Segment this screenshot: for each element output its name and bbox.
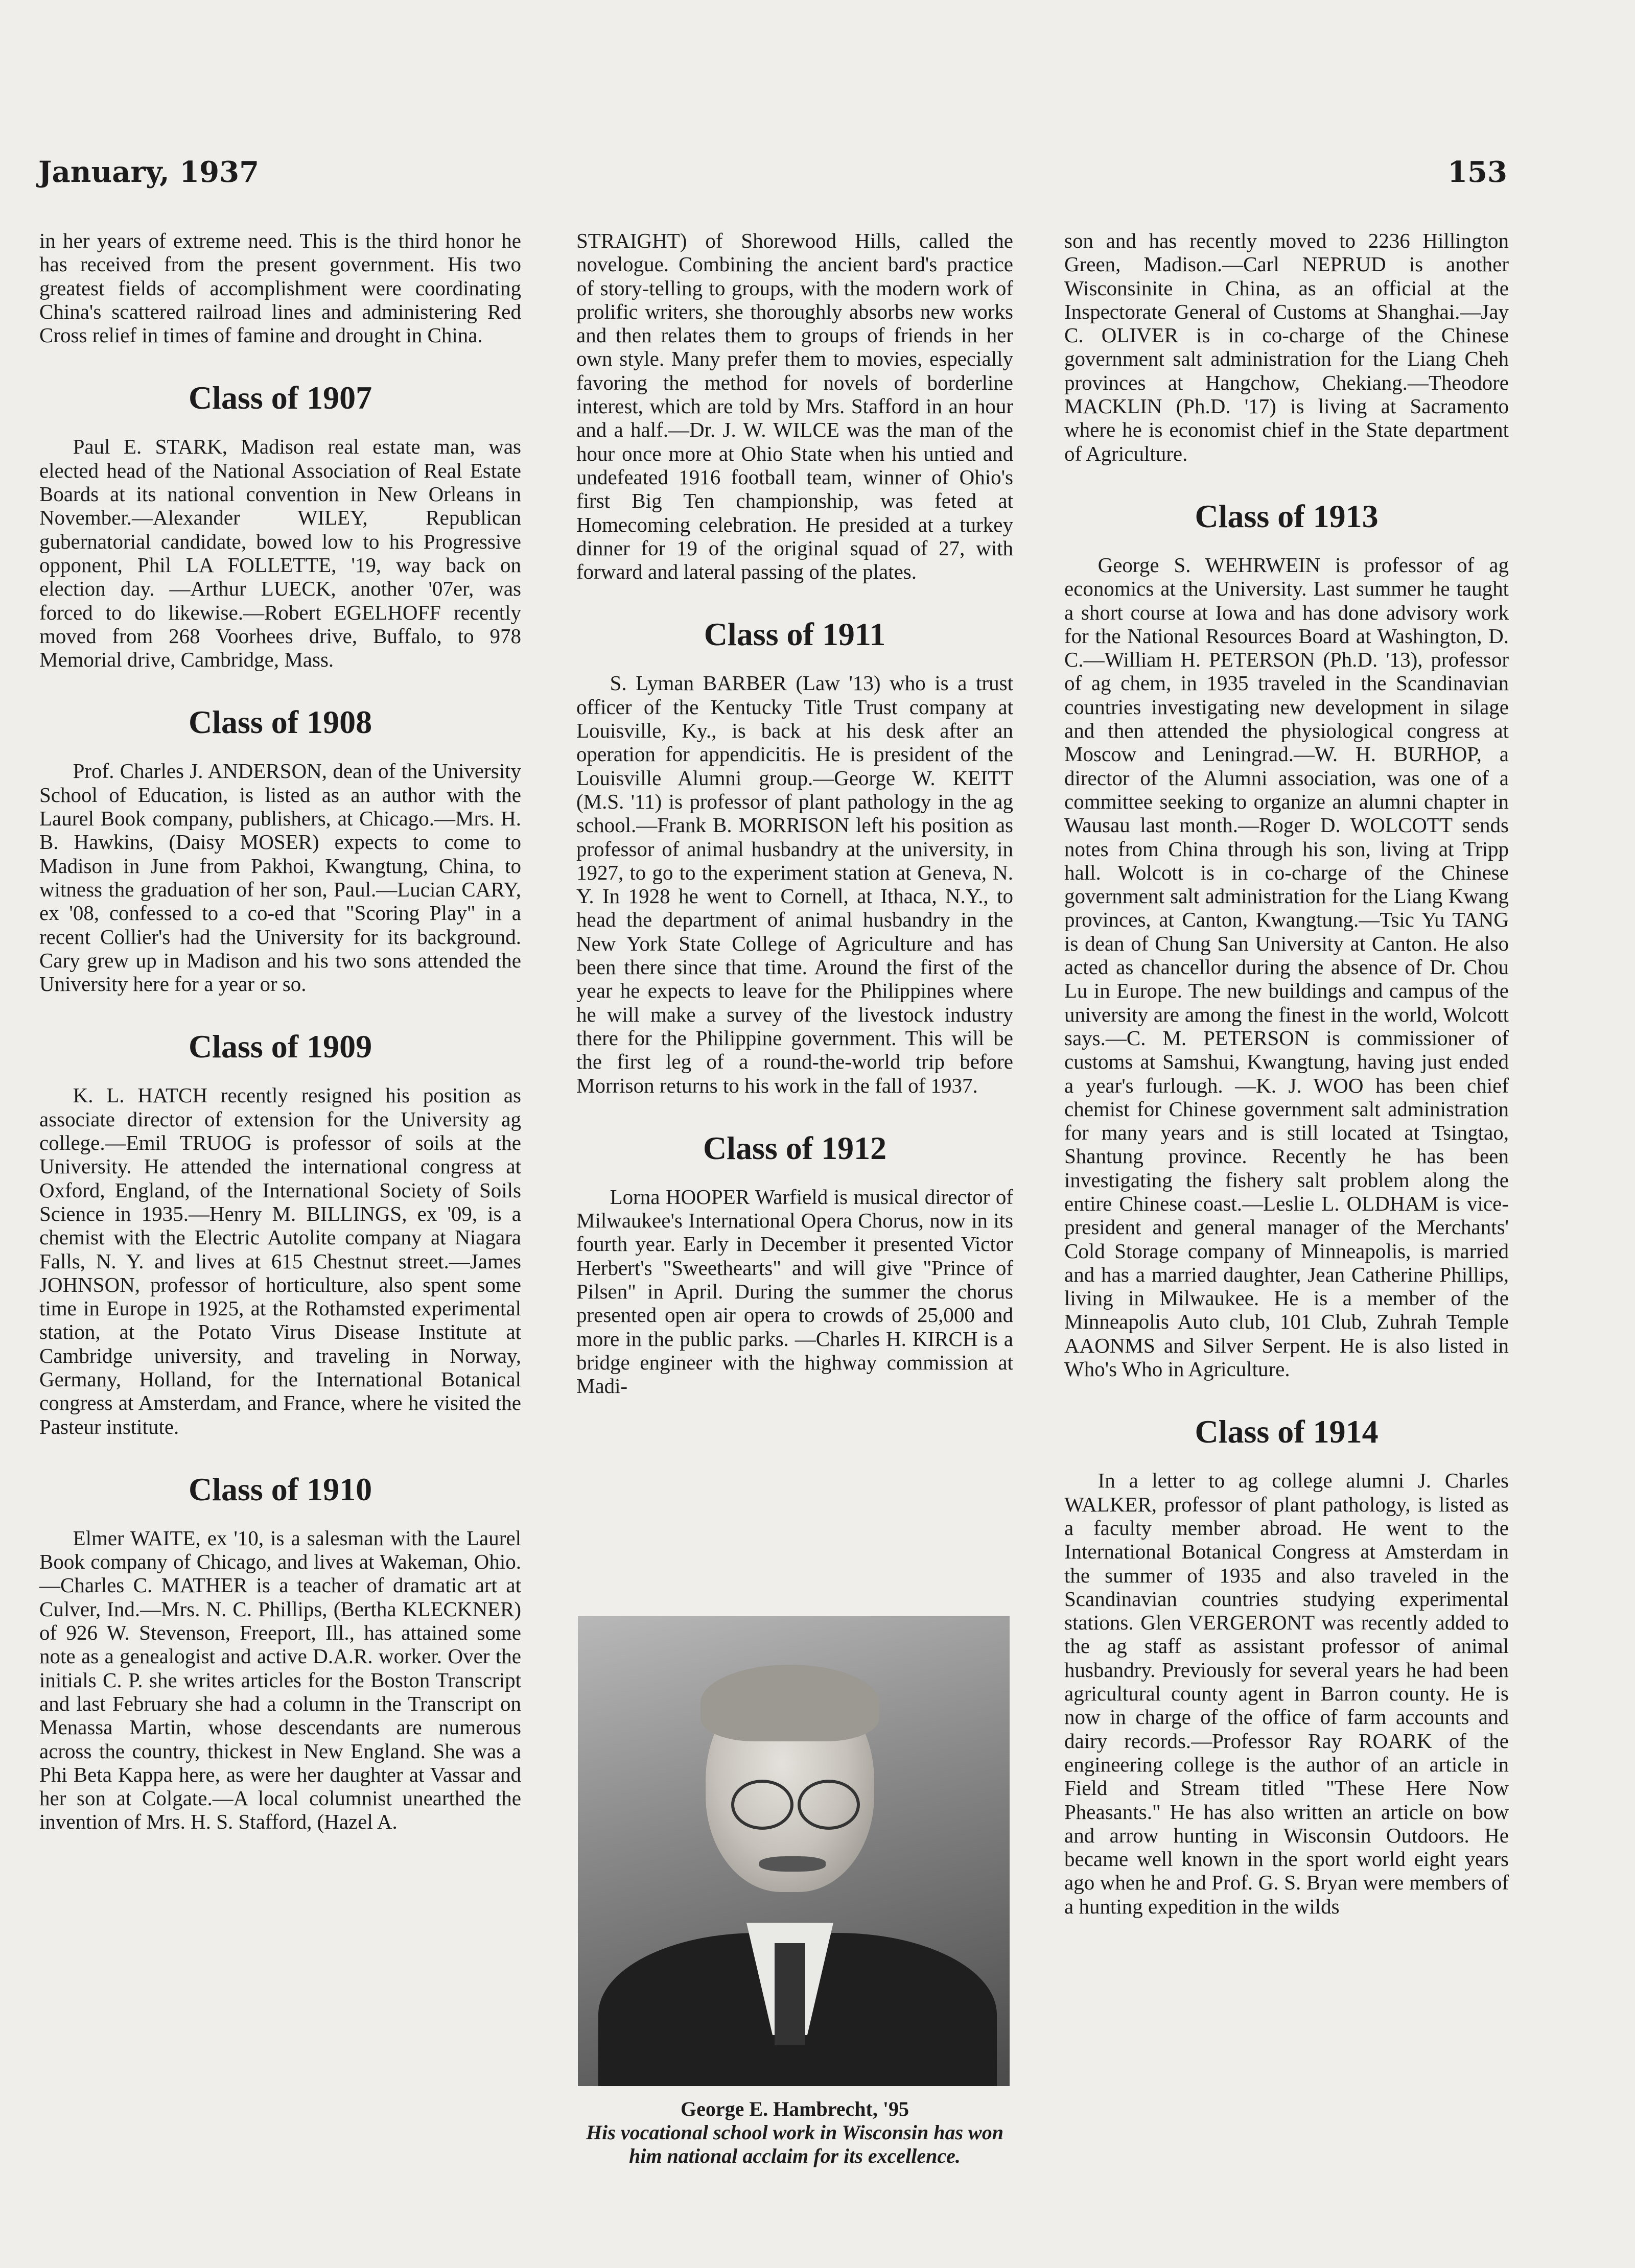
paragraph-continued: STRAIGHT) of Shorewood Hills, called the novelogue. Combining the ancient bard's practice of story-telling to groups, with the modern work of prolific writers, she thoroughly absorbs new works and then relates them to groups of friends in her own style. Many prefer them to movies, especially favoring the method for novels of borderline interest, which are told by Mrs. Stafford in an hour and a half.—Dr. J. W. WILCE was the man of the hour once more at Ohio State when his untied and undefeated 1916 football team, winner of Ohio's first Big Ten championship, was feted at Homecoming celebration. He presided at a turkey dinner for 19 of the original squad of 27, with forward and lateral passing of the plates. (576, 229, 1013, 584)
section-heading-1909: Class of 1909 (188, 1028, 372, 1065)
section-heading-1911: Class of 1911 (704, 616, 886, 653)
issue-date: January, 1937 (38, 155, 260, 189)
portrait-tie (775, 1943, 805, 2045)
paragraph-1909: K. L. HATCH recently resigned his position as associate director of extension for the University ag college.—Emil TRUOG is professor of soils at the University. He attended the international congress at Oxford, England, of the International Society of Soils Science in 1935.—Henry M. BILLINGS, ex '09, is a chemist with the Electric Autolite company at Niagara Falls, N. Y. and lives at 615 Chestnut street.—James JOHNSON, professor of horticulture, also spent some time in Europe in 1925, at the Rothamsted experimental station, at the Potato Virus Disease Institute at Cambridge university, and traveling in Norway, Germany, Holland, for the International Botanical congress at Amsterdam, and France, where he visited the Pasteur institute. (39, 1083, 521, 1438)
section-heading-1914: Class of 1914 (1195, 1413, 1379, 1450)
paragraph-continued: in her years of extreme need. This is the third honor he has received from the present government. His two greatest fields of accomplishment were coordinating China's scattered railroad lines and administering Red Cross relief in times of famine and drought in China. (39, 229, 521, 347)
section-heading-1913: Class of 1913 (1195, 498, 1379, 534)
portrait-moustache (759, 1856, 826, 1872)
paragraph-1908: Prof. Charles J. ANDERSON, dean of the University School of Education, is listed as an author with the Laurel Book company, publishers, at Chicago.—Mrs. H. B. Hawkins, (Daisy MOSER) expects to come to Madison in June from Pakhoi, Kwangtung, China, to witness the graduation of her son, Paul.—Lucian CARY, ex '08, confessed to a co-ed that "Scoring Play" in a recent Collier's had the University for its background. Cary grew up in Madison and his two sons attended the University here for a year or so. (39, 759, 521, 996)
paragraph-1912: Lorna HOOPER Warfield is musical director of Milwaukee's International Opera Chorus, now in its fourth year. Early in December it presented Victor Herbert's "Sweethearts" and will give "Prince of Pilsen" in April. During the summer the chorus presented open air opera to crowds of 25,000 and more in the public parks. —Charles H. KIRCH is a bridge engineer with the highway commission at Madi- (576, 1185, 1013, 1398)
paragraph-1907: Paul E. STARK, Madison real estate man, was elected head of the National Association of Real Estate Boards at its national convention in New Orleans in November.—Alexander WILEY, Republican gubernatorial candidate, bowed low to his Progressive opponent, Phil LA FOLLETTE, '19, way back on election day. —Arthur LUECK, another '07er, was forced to do likewise.—Robert EGELHOFF recently moved from 268 Voorhees drive, Buffalo, to 978 Memorial drive, Cambridge, Mass. (39, 435, 521, 672)
caption-name: George E. Hambrecht, '95 (681, 2097, 909, 2120)
section-heading-1907: Class of 1907 (188, 380, 372, 416)
column-right (1064, 229, 1509, 1918)
photo-caption (576, 2097, 1013, 2168)
paragraph-1911: S. Lyman BARBER (Law '13) who is a trust officer of the Kentucky Title Trust company at Louisville, Ky., is back at his desk after an operation for appendicitis. He is president of the Louisville Alumni group.—George W. KEITT (M.S. '11) is professor of plant pathology in the ag school.—Frank B. MORRISON left his position as professor of animal husbandry at the university, in 1927, to go to the experiment station at Geneva, N. Y. In 1928 he went to Cornell, at Ithaca, N.Y., to head the department of animal husbandry in the New York State College of Agriculture and has been there since that time. Around the first of the year he expects to leave for the Philippines where he will make a survey of the livestock industry there for the Philippine government. This will be the first leg of a round-the-world trip before Morrison returns to his work in the fall of 1937. (576, 671, 1013, 1097)
page-header (38, 143, 1507, 189)
paragraph-1914: In a letter to ag college alumni J. Charles WALKER, professor of plant pathology, is listed as a faculty member abroad. He went to the International Botanical Congress at Amsterdam in the summer of 1935 and also traveled in the Scandinavian countries studying experimental stations. Glen VERGERONT was recently added to the ag staff as assistant professor of animal husbandry. Previously for several years he had been agricultural county agent in Barron county. He is now in charge of the office of farm accounts and dairy records.—Professor Ray ROARK of the engineering college is the author of an article in Field and Stream titled "These Here Now Pheasants." He has also written an article on bow and arrow hunting in Wisconsin Outdoors. He became well known in the sport world eight years ago when he and Prof. G. S. Bryan were members of a hunting expedition in the wilds (1064, 1469, 1509, 1918)
paragraph-continued: son and has recently moved to 2236 Hillington Green, Madison.—Carl NEPRUD is another Wisconsinite in China, as an official at the Inspectorate General of Customs at Shanghai.—Jay C. OLIVER is in co-charge of the Chinese government salt administration for the Liang Cheh provinces at Hangchow, Chekiang.—Theodore MACKLIN (Ph.D. '17) is living at Sacramento where he is economist chief in the State department of Agriculture. (1064, 229, 1509, 465)
section-heading-1908: Class of 1908 (188, 704, 372, 741)
column-middle (576, 229, 1013, 1398)
page-number: 153 (1447, 155, 1507, 189)
section-heading-1910: Class of 1910 (188, 1471, 372, 1507)
portrait-hair (700, 1665, 879, 1741)
section-heading-1912: Class of 1912 (703, 1129, 887, 1166)
caption-description: His vocational school work in Wisconsin has won him national acclaim for its excellence. (586, 2121, 1003, 2167)
glasses-left-lens (731, 1780, 793, 1830)
paragraph-1913: George S. WEHRWEIN is professor of ag economics at the University. Last summer he taught a short course at Iowa and has done advisory work for the National Resources Board at Washington, D. C.—William H. PETERSON (Ph.D. '13), professor of ag chem, in 1935 traveled in the Scandinavian countries investigating new development in silage and then attended the physiological congress at Moscow and Leningrad.—W. H. BURHOP, a director of the Alumni association, was one of a committee seeking to organize an alumni chapter in Wausau last month.—Roger D. WOLCOTT sends notes from China through his son, living at Tripp hall. Wolcott is in co-charge of the Chinese government salt administration for the Liang Kwang provinces, at Canton, Kwangtung.—Tsic Yu TANG is dean of Chung San University at Canton. He also acted as chancellor during the absence of Dr. Chou Lu in Europe. The new buildings and campus of the university are among the finest in the world, Wolcott says.—C. M. PETERSON is commissioner of customs at Samshui, Kwangtung, having just ended a year's furlough. —K. J. WOO has been chief chemist for Chinese government salt administration for many years and is still located at Tsingtao, Shantung province. Recently he has been investigating the fishery salt problem along the entire Chinese coast.—Leslie L. OLDHAM is vice-president and general manager of the Merchants' Cold Storage company of Minneapolis, is married and has a married daughter, Jean Catherine Phillips, living in Milwaukee. He is a member of the Minneapolis Auto club, 101 Club, Zuhrah Temple AAONMS and Silver Serpent. He is also listed in Who's Who in Agriculture. (1064, 553, 1509, 1381)
portrait-photo (578, 1616, 1010, 2086)
column-left (39, 229, 521, 1834)
paragraph-1910: Elmer WAITE, ex '10, is a salesman with the Laurel Book company of Chicago, and lives at Wakeman, Ohio.—Charles C. MATHER is a teacher of dramatic art at Culver, Ind.—Mrs. N. C. Phillips, (Bertha KLECKNER) of 926 W. Stevenson, Freeport, Ill., has attained some note as a genealogist and active D.A.R. worker. Over the initials C. P. she writes articles for the Boston Transcript and last February she had a column in the Transcript on Menassa Martin, whose descendants are numerous across the country, thickest in New England. She was a Phi Beta Kappa here, as were her daughter at Vassar and her son at Colgate.—A local columnist unearthed the invention of Mrs. H. S. Stafford, (Hazel A. (39, 1526, 521, 1834)
glasses-right-lens (798, 1780, 860, 1830)
